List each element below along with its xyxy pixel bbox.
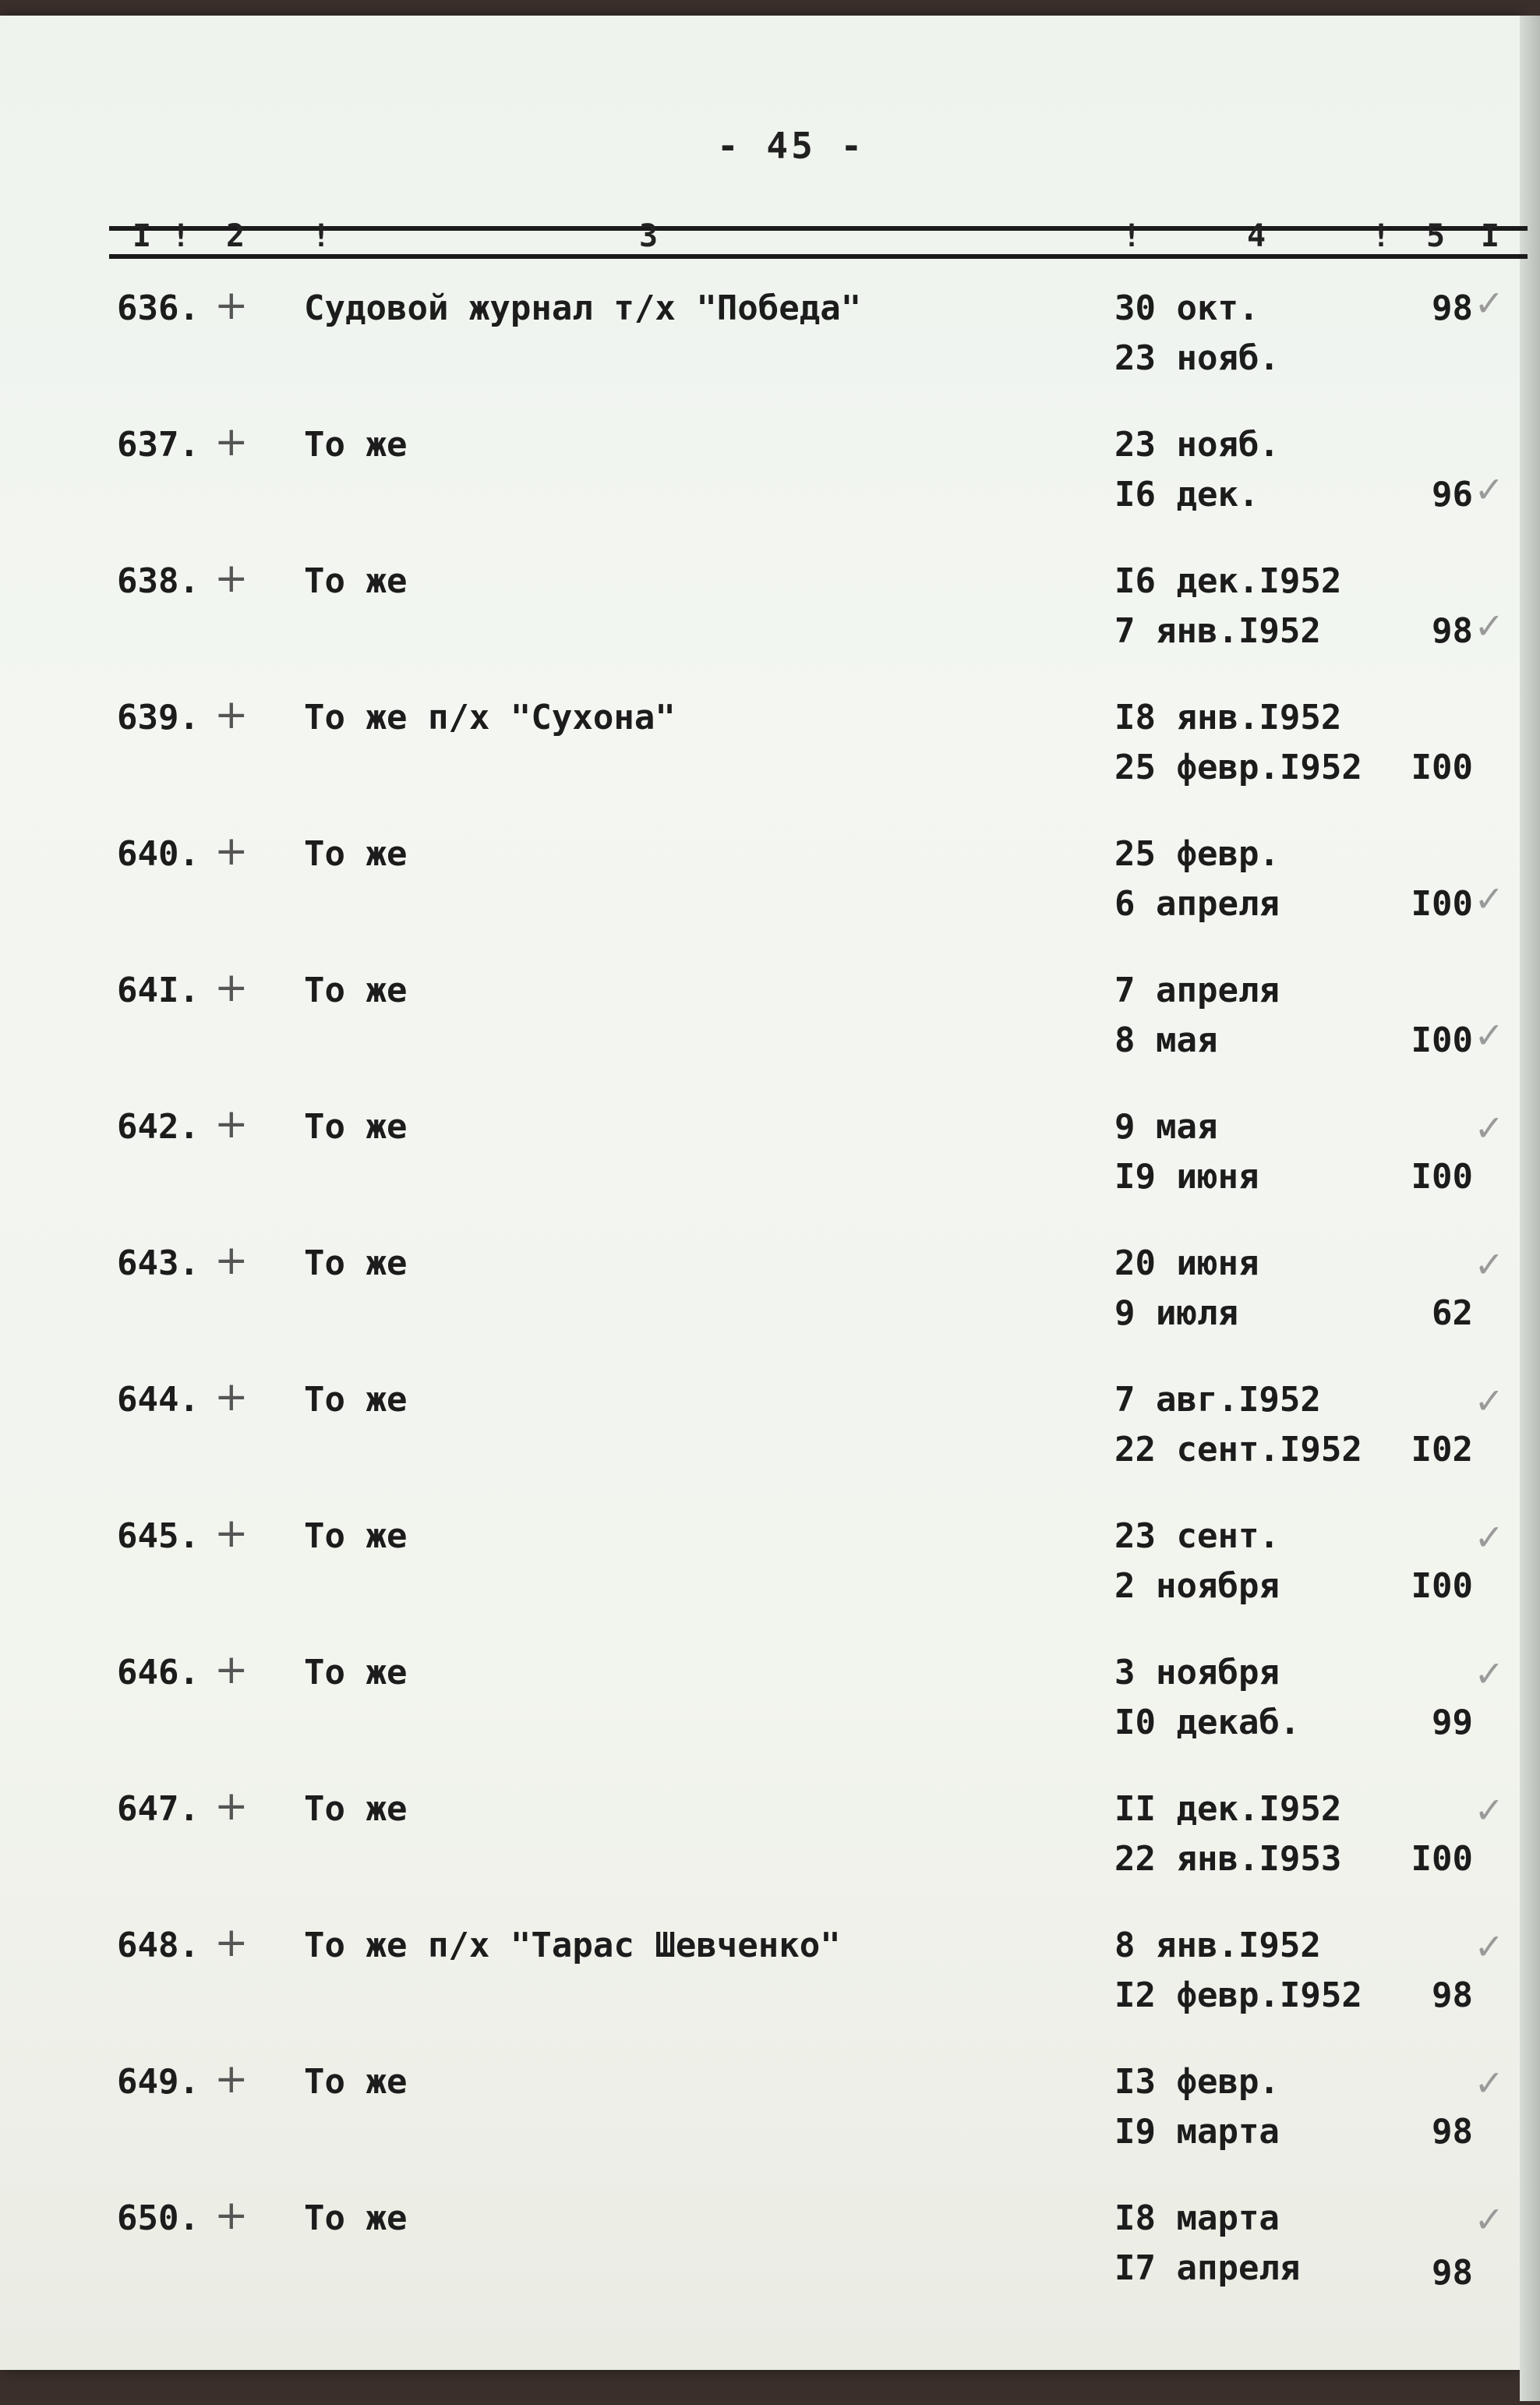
entry-date-end: 6 апреля (1114, 884, 1280, 924)
page-edge (1520, 16, 1540, 2401)
handwritten-check-icon: ✓ (1474, 2062, 1504, 2104)
entry-date-end: 2 ноября (1114, 1566, 1280, 1606)
entry-sheet-count: 62 (1432, 1293, 1473, 1333)
handwritten-check-icon: ✓ (1474, 2198, 1504, 2241)
entry-sheet-count: 98 (1432, 2112, 1473, 2152)
entry-number: 647. (117, 1789, 200, 1829)
entry-date-end: I0 декаб. (1114, 1703, 1301, 1742)
entry-number: 648. (117, 1926, 200, 1965)
entry-title: То же (304, 425, 408, 465)
column-header-1: I (132, 218, 152, 254)
entry-date-start: 8 янв.I952 (1114, 1926, 1321, 1965)
list-item (0, 1510, 1520, 1649)
list-item (0, 964, 1520, 1103)
handwritten-check-icon: ✓ (1474, 1243, 1504, 1286)
entry-date-start: 23 сент. (1114, 1516, 1280, 1556)
entry-number: 643. (117, 1243, 200, 1283)
handwritten-cross-icon: + (214, 1101, 249, 1148)
entry-title: То же (304, 1516, 408, 1556)
entry-sheet-count: 98 (1432, 288, 1473, 328)
entry-sheet-count: I00 (1411, 1020, 1473, 1060)
column-header-sep: ! (1372, 218, 1391, 254)
entry-sheet-count: 98 (1432, 1975, 1473, 2015)
entry-number: 642. (117, 1107, 200, 1147)
entry-date-start: 25 февр. (1114, 834, 1280, 874)
column-header-4: 4 (1247, 218, 1266, 254)
handwritten-cross-icon: + (214, 691, 249, 738)
header-rule-bottom (109, 254, 1528, 259)
entry-title: То же (304, 1789, 408, 1829)
entry-sheet-count: I00 (1411, 1839, 1473, 1879)
entry-sheet-count: I02 (1411, 1430, 1473, 1470)
list-item (0, 1101, 1520, 1240)
entry-title: То же (304, 2062, 408, 2102)
entry-title: То же (304, 971, 408, 1010)
entry-date-start: I6 дек.I952 (1114, 561, 1342, 601)
column-header-3: 3 (639, 218, 659, 254)
entry-date-start: I3 февр. (1114, 2062, 1280, 2102)
list-item (0, 2056, 1520, 2195)
entry-number: 649. (117, 2062, 200, 2102)
list-item (0, 1237, 1520, 1376)
list-item (0, 1783, 1520, 1922)
entry-date-end: I7 апреля (1114, 2248, 1301, 2288)
entry-date-end: I9 марта (1114, 2112, 1280, 2152)
entry-title: То же п/х "Тарас Шевченко" (304, 1926, 841, 1965)
list-item (0, 1919, 1520, 2058)
entry-number: 64I. (117, 971, 200, 1010)
handwritten-cross-icon: + (214, 282, 249, 329)
handwritten-cross-icon: + (214, 419, 249, 465)
entry-number: 646. (117, 1653, 200, 1692)
entry-number: 645. (117, 1516, 200, 1556)
column-header-5: 5 (1426, 218, 1446, 254)
entry-number: 636. (117, 288, 200, 328)
entry-number: 650. (117, 2198, 200, 2238)
list-item (0, 691, 1520, 830)
entry-date-start: 23 нояб. (1114, 425, 1280, 465)
entry-sheet-count: 98 (1432, 2253, 1473, 2293)
handwritten-check-icon: ✓ (1474, 1380, 1504, 1422)
list-item (0, 419, 1520, 557)
entry-date-end: 25 февр.I952 (1114, 748, 1362, 787)
entry-title: То же (304, 1653, 408, 1692)
entry-date-start: 30 окт. (1114, 288, 1259, 328)
entry-date-end: 7 янв.I952 (1114, 611, 1321, 651)
handwritten-check-icon: ✓ (1474, 878, 1504, 920)
entry-title: То же (304, 1107, 408, 1147)
entry-date-end: 9 июля (1114, 1293, 1238, 1333)
entry-sheet-count: 99 (1432, 1703, 1473, 1742)
entry-title: То же (304, 561, 408, 601)
handwritten-check-icon: ✓ (1474, 1653, 1504, 1695)
handwritten-check-icon: ✓ (1474, 282, 1504, 324)
handwritten-cross-icon: + (214, 828, 249, 875)
entry-number: 644. (117, 1380, 200, 1420)
entry-number: 637. (117, 425, 200, 465)
handwritten-check-icon: ✓ (1474, 1516, 1504, 1558)
column-header-sep: ! (1122, 218, 1142, 254)
list-item (0, 828, 1520, 967)
handwritten-check-icon: ✓ (1474, 1014, 1504, 1056)
handwritten-cross-icon: + (214, 1237, 249, 1284)
entry-date-end: I9 июня (1114, 1157, 1259, 1197)
entry-number: 640. (117, 834, 200, 874)
entry-date-start: I8 янв.I952 (1114, 698, 1342, 737)
list-item (0, 282, 1520, 421)
entry-title: То же (304, 834, 408, 874)
handwritten-cross-icon: + (214, 1783, 249, 1830)
entry-sheet-count: 98 (1432, 611, 1473, 651)
handwritten-cross-icon: + (214, 1646, 249, 1693)
entry-date-start: 3 ноября (1114, 1653, 1280, 1692)
entry-date-start: 7 авг.I952 (1114, 1380, 1321, 1420)
handwritten-cross-icon: + (214, 964, 249, 1011)
entry-date-end: I6 дек. (1114, 475, 1259, 515)
handwritten-check-icon: ✓ (1474, 469, 1504, 511)
page-number: - 45 - (717, 125, 866, 167)
entry-date-end: I2 февр.I952 (1114, 1975, 1362, 2015)
entry-sheet-count: I00 (1411, 1566, 1473, 1606)
entry-title: То же (304, 2198, 408, 2238)
entry-sheet-count: I00 (1411, 1157, 1473, 1197)
handwritten-check-icon: ✓ (1474, 1107, 1504, 1149)
entry-date-start: II дек.I952 (1114, 1789, 1342, 1829)
column-header-sep: ! (312, 218, 331, 254)
list-item (0, 1374, 1520, 1512)
entry-date-start: 7 апреля (1114, 971, 1280, 1010)
entry-number: 638. (117, 561, 200, 601)
column-header-sep: ! (171, 218, 191, 254)
handwritten-cross-icon: + (214, 2192, 249, 2239)
list-item (0, 555, 1520, 694)
entry-title: Судовой журнал т/х "Победа" (304, 288, 862, 328)
entry-date-start: 20 июня (1114, 1243, 1259, 1283)
handwritten-cross-icon: + (214, 2056, 249, 2103)
column-header-row (109, 218, 1528, 257)
entry-date-end: 22 янв.I953 (1114, 1839, 1342, 1879)
entry-date-start: 9 мая (1114, 1107, 1218, 1147)
entry-title: То же (304, 1243, 408, 1283)
entry-sheet-count: I00 (1411, 884, 1473, 924)
handwritten-check-icon: ✓ (1474, 1789, 1504, 1831)
handwritten-check-icon: ✓ (1474, 605, 1504, 647)
handwritten-check-icon: ✓ (1474, 1926, 1504, 1968)
list-item (0, 2192, 1520, 2331)
entry-date-end: 22 сент.I952 (1114, 1430, 1362, 1470)
entry-date-start: I8 марта (1114, 2198, 1280, 2238)
entry-number: 639. (117, 698, 200, 737)
handwritten-cross-icon: + (214, 1919, 249, 1966)
list-item (0, 1646, 1520, 1785)
entry-sheet-count: I00 (1411, 748, 1473, 787)
column-header-2: 2 (226, 218, 245, 254)
handwritten-cross-icon: + (214, 555, 249, 602)
column-header-sep: I (1481, 218, 1500, 254)
handwritten-cross-icon: + (214, 1374, 249, 1420)
entry-date-end: 23 нояб. (1114, 338, 1280, 378)
handwritten-cross-icon: + (214, 1510, 249, 1557)
entry-title: То же (304, 1380, 408, 1420)
entry-sheet-count: 96 (1432, 475, 1473, 515)
entry-title: То же п/х "Сухона" (304, 698, 676, 737)
entry-date-end: 8 мая (1114, 1020, 1218, 1060)
